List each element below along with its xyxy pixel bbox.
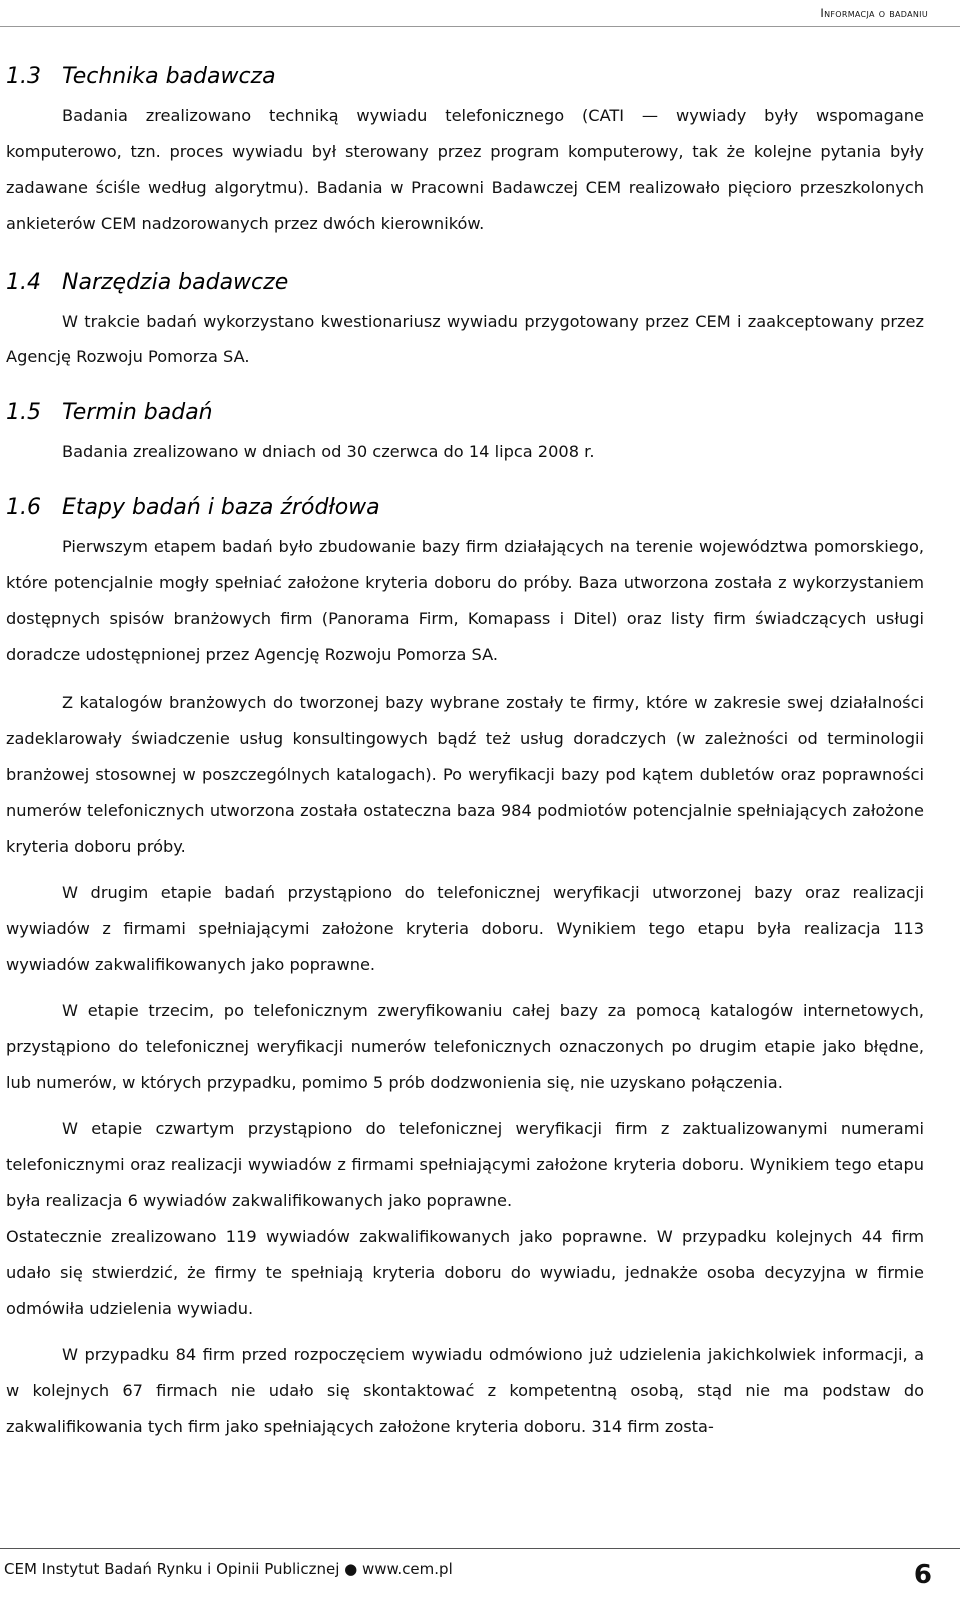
section-heading — [6, 62, 924, 92]
section-number: 1.5 — [6, 400, 41, 425]
section-heading — [6, 398, 924, 428]
section-1-6 — [6, 493, 924, 1445]
paragraph: Pierwszym etapem badań było zbudowanie bazy firm działających na terenie województwa pomorskiego, które potencjalnie mogły spełniać założone kryteria doboru do próby. Baza utworzona została z wykorzystaniem dostępnych spisów branżowych firm (Panorama Firm, Komapass i Ditel) oraz listy firm świadczących usługi doradcze udostępnionej przez Agencję Rozwoju Pomorza SA. — [6, 537, 924, 664]
section-heading — [6, 493, 924, 523]
section-1-3 — [6, 62, 924, 242]
section-heading — [6, 268, 924, 298]
section-number: 1.3 — [6, 64, 41, 89]
paragraph: Badania zrealizowano techniką wywiadu telefonicznego (CATI — wywiady były wspomagane komputerowo, tzn. proces wywiadu był sterowany przez program komputerowy, tak że kolejne pytania były zadawane ściśle według algorytmu). Badania w Pracowni Badawczej CEM realizowało pięcioro przeszkolonych ankieterów CEM nadzorowanych przez dwóch kierowników. — [6, 106, 924, 233]
section-title: Narzędzia badawcze — [62, 270, 289, 295]
footer-text: CEM Instytut Badań Rynku i Opinii Publicznej ● www.cem.pl — [4, 1560, 453, 1578]
section-number: 1.6 — [6, 495, 41, 520]
paragraph: W trakcie badań wykorzystano kwestionariusz wywiadu przygotowany przez CEM i zaakceptowany przez Agencję Rozwoju Pomorza SA. — [6, 312, 924, 366]
section-1-5 — [6, 398, 924, 469]
page-footer — [0, 1536, 960, 1622]
running-title: Informacja o badaniu — [820, 6, 928, 20]
section-title: Technika badawcza — [62, 64, 276, 89]
section-number: 1.4 — [6, 270, 41, 295]
paragraph: Z katalogów branżowych do tworzonej bazy wybrane zostały te firmy, które w zakresie swej działalności zadeklarowały świadczenie usług konsultingowych bądź też usług doradczych (w zależności od terminologii branżowej stosownej w poszczególnych katalogach). Po weryfikacji bazy pod kątem dubletów oraz poprawności numerów telefonicznych utworzona została ostateczna baza 984 podmiotów potencjalnie spełniających założone kryteria doboru próby. — [6, 693, 924, 856]
section-1-4 — [6, 268, 924, 374]
page-number: 6 — [913, 1560, 932, 1590]
paragraph: W etapie trzecim, po telefonicznym zweryfikowaniu całej bazy za pomocą katalogów internetowych, przystąpiono do telefonicznej weryfikacji numerów telefonicznych oznaczonych po drugim etapie jako błędne, lub numerów, w których przypadku, pomimo 5 prób dodzwonienia się, nie uzyskano połączenia. — [6, 1001, 924, 1092]
paragraph: Badania zrealizowano w dniach od 30 czerwca do 14 lipca 2008 r. — [62, 442, 595, 461]
section-title: Etapy badań i baza źródłowa — [62, 495, 380, 520]
paragraph: Ostatecznie zrealizowano 119 wywiadów zakwalifikowanych jako poprawne. W przypadku kolejnych 44 firm udało się stwierdzić, że firmy te spełniają kryteria doboru do wywiadu, jednakże osoba decyzyjna w firmie odmówiła udzielenia wywiadu. — [6, 1227, 924, 1318]
paragraph: W drugim etapie badań przystąpiono do telefonicznej weryfikacji utworzonej bazy oraz realizacji wywiadów z firmami spełniającymi założone kryteria doboru. Wynikiem tego etapu była realizacja 113 wywiadów zakwalifikowanych jako poprawne. — [6, 883, 924, 974]
paragraph: W etapie czwartym przystąpiono do telefonicznej weryfikacji firm z zaktualizowanymi numerami telefonicznymi oraz realizacji wywiadów z firmami spełniającymi założone kryteria doboru. Wynikiem tego etapu była realizacja 6 wywiadów zakwalifikowanych jako poprawne. — [6, 1119, 924, 1210]
footer-rule — [0, 1548, 960, 1549]
header-rule — [0, 26, 960, 27]
paragraph: W przypadku 84 firm przed rozpoczęciem wywiadu odmówiono już udzielenia jakichkolwiek informacji, a w kolejnych 67 firmach nie udało się skontaktować z kompetentną osobą, stąd nie ma podstaw do zakwalifikowania tych firm jako spełniających założone kryteria doboru. 314 firm zosta- — [6, 1345, 924, 1436]
section-title: Termin badań — [62, 400, 213, 425]
main-content — [6, 62, 924, 1445]
running-header — [0, 0, 960, 22]
